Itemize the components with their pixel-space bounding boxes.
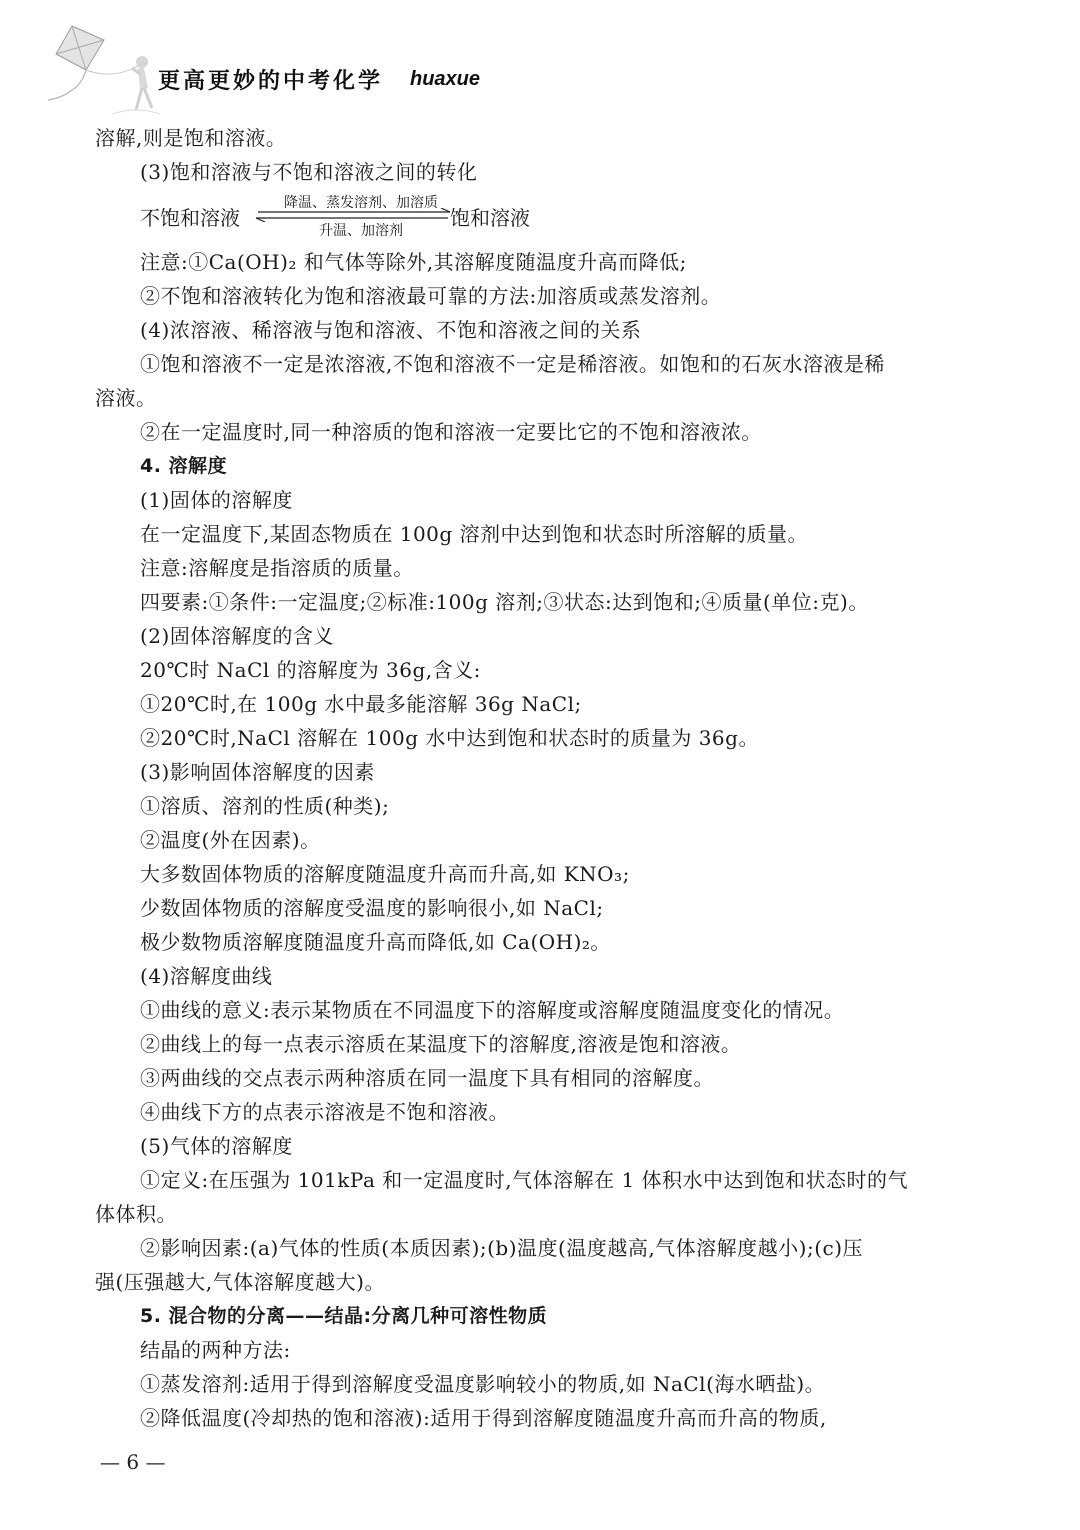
text-line: ①20℃时,在 100g 水中最多能溶解 36g NaCl; (140, 692, 582, 716)
text-line: 四要素:①条件:一定温度;②标准:100g 溶剂;③状态:达到饱和;④质量(单位:克)。 (140, 590, 869, 614)
page-number: — 6 — (100, 1450, 166, 1474)
text-line: ①定义:在压强为 101kPa 和一定温度时,气体溶解在 1 体积水中达到饱和状态时的气 (140, 1168, 909, 1192)
text-line: ①溶质、溶剂的性质(种类); (140, 794, 390, 818)
conversion-forward-condition: 降温、蒸发溶剂、加溶质 (284, 195, 438, 211)
text-line: ②20℃时,NaCl 溶解在 100g 水中达到饱和状态时的质量为 36g。 (140, 726, 759, 750)
text-line: (5)气体的溶解度 (140, 1134, 293, 1158)
text-line: ②不饱和溶液转化为饱和溶液最可靠的方法:加溶质或蒸发溶剂。 (140, 284, 722, 308)
text-line: ③两曲线的交点表示两种溶质在同一温度下具有相同的溶解度。 (140, 1066, 714, 1090)
text-line: 注意:①Ca(OH)₂ 和气体等除外,其溶解度随温度升高而降低; (140, 250, 687, 274)
text-line: ②降低温度(冷却热的饱和溶液):适用于得到溶解度随温度升高而升高的物质, (140, 1406, 827, 1430)
text-line: 体体积。 (95, 1202, 177, 1226)
text-line: ④曲线下方的点表示溶液是不饱和溶液。 (140, 1100, 509, 1124)
book-subtitle: huaxue (410, 68, 481, 90)
text-line: 强(压强越大,气体溶解度越大)。 (95, 1270, 385, 1294)
text-line: 少数固体物质的溶解度受温度的影响很小,如 NaCl; (140, 896, 604, 920)
text-line: 在一定温度下,某固态物质在 100g 溶剂中达到饱和状态时所溶解的质量。 (140, 522, 809, 546)
text-line: 20℃时 NaCl 的溶解度为 36g,含义: (140, 658, 481, 682)
text-line: 溶解,则是饱和溶液。 (95, 126, 287, 150)
text-line: ②在一定温度时,同一种溶质的饱和溶液一定要比它的不饱和溶液浓。 (140, 420, 762, 444)
text-line: ①蒸发溶剂:适用于得到溶解度受温度影响较小的物质,如 NaCl(海水晒盐)。 (140, 1372, 826, 1396)
conversion-right: 饱和溶液 (450, 206, 530, 230)
text-line: ②影响因素:(a)气体的性质(本质因素);(b)温度(温度越高,气体溶解度越小);(c)压 (140, 1236, 864, 1260)
text-line: (1)固体的溶解度 (140, 488, 293, 512)
text-line: 溶液。 (95, 386, 157, 410)
text-line: ①饱和溶液不一定是浓溶液,不饱和溶液不一定是稀溶液。如饱和的石灰水溶液是稀 (140, 352, 885, 376)
conversion-left: 不饱和溶液 (140, 206, 240, 230)
conversion-equation (140, 194, 700, 238)
conversion-reverse-condition: 升温、加溶剂 (319, 223, 403, 239)
text-line: 注意:溶解度是指溶质的质量。 (140, 556, 414, 580)
text-line: (2)固体溶解度的含义 (140, 624, 334, 648)
text-line: (4)浓溶液、稀溶液与饱和溶液、不饱和溶液之间的关系 (140, 318, 642, 342)
text-line: ②温度(外在因素)。 (140, 828, 321, 852)
section-heading: 4. 溶解度 (140, 455, 228, 477)
text-line: 极少数物质溶解度随温度升高而降低,如 Ca(OH)₂。 (140, 930, 611, 954)
section-heading: 5. 混合物的分离——结晶:分离几种可溶性物质 (140, 1305, 548, 1327)
text-line: 结晶的两种方法: (140, 1338, 291, 1362)
text-line: 大多数固体物质的溶解度随温度升高而升高,如 KNO₃; (140, 862, 630, 886)
page-header (20, 18, 1060, 118)
text-line: (3)饱和溶液与不饱和溶液之间的转化 (140, 160, 478, 184)
text-line: (3)影响固体溶解度的因素 (140, 760, 375, 784)
book-title: 更高更妙的中考化学 (158, 69, 384, 94)
text-line: ②曲线上的每一点表示溶质在某温度下的溶解度,溶液是饱和溶液。 (140, 1032, 742, 1056)
text-line: ①曲线的意义:表示某物质在不同温度下的溶解度或溶解度随温度变化的情况。 (140, 998, 845, 1022)
kite-boy-illustration-icon (42, 18, 162, 118)
text-line: (4)溶解度曲线 (140, 964, 273, 988)
